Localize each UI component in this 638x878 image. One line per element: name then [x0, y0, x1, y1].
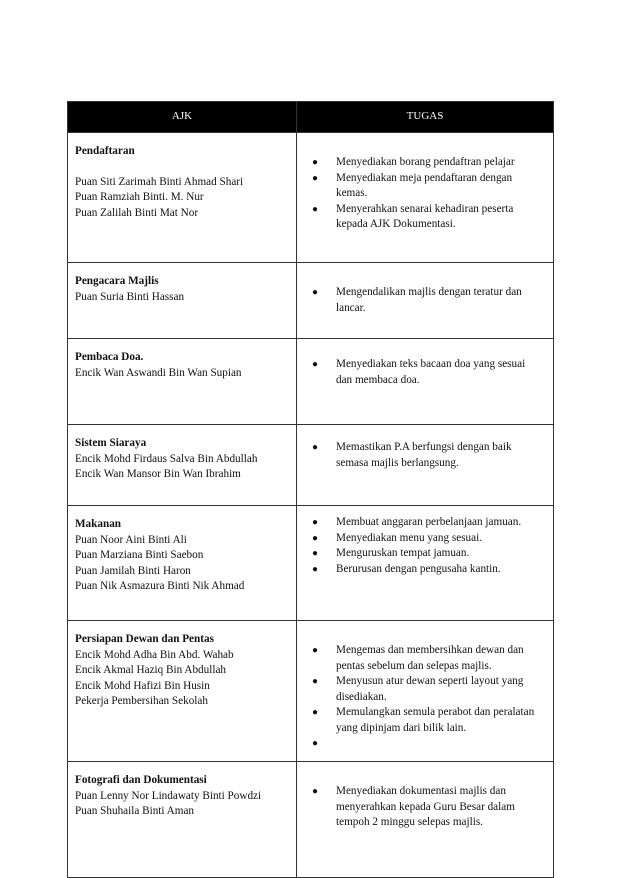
- tugas-cell: [297, 506, 554, 621]
- table-row: [68, 506, 554, 621]
- table-row: [68, 425, 554, 506]
- task-item: [303, 736, 543, 752]
- task-list: [303, 440, 543, 471]
- task-list: [303, 285, 543, 316]
- task-item: ● Memulangkan semula perabot dan peralatan yang dipinjam dari bilik lain.: [312, 706, 535, 734]
- bullet-icon: ●: [312, 359, 319, 370]
- ajk-cell: [68, 263, 297, 339]
- table-row: [68, 263, 554, 339]
- member-name: Puan Nik Asmazura Binti Nik Ahmad: [75, 580, 245, 592]
- task-item: ● Memastikan P.A berfungsi dengan baik semasa majlis berlangsung.: [312, 441, 512, 469]
- role-title: Makanan: [75, 518, 122, 530]
- table-row: [68, 621, 554, 762]
- task-item: ● Mengemas dan membersihkan dewan dan pentas sebelum dan selepas majlis.: [312, 644, 524, 672]
- task-list: [303, 155, 543, 233]
- bullet-icon: ●: [312, 172, 319, 184]
- ajk-cell: [68, 506, 297, 621]
- ajk-cell: [68, 339, 297, 425]
- bullet-icon: ●: [312, 287, 319, 298]
- member-name: Puan Ramziah Binti. M. Nur: [75, 191, 204, 203]
- tugas-cell: [297, 621, 554, 762]
- role-title: Pembaca Doa.: [75, 351, 144, 363]
- member-name: Puan Noor Aini Binti Ali: [75, 533, 187, 546]
- bullet-icon: ●: [312, 517, 319, 528]
- member-name: Puan Jamilah Binti Haron: [75, 564, 191, 577]
- task-item: ● Mengendalikan majlis dengan teratur dan lancar.: [312, 286, 522, 314]
- bullet-icon: ●: [312, 563, 319, 575]
- tugas-cell: [297, 762, 554, 878]
- member-name: Puan Lenny Nor Lindawaty Binti Powdzi: [75, 789, 262, 802]
- member-name: Puan Zalilah Binti Mat Nor: [75, 206, 199, 219]
- ajk-cell: [68, 425, 297, 506]
- member-name: Puan Suria Binti Hassan: [75, 290, 185, 303]
- task-item: ● Menguruskan tempat jamuan.: [303, 546, 543, 562]
- tugas-cell: [297, 339, 554, 425]
- task-list: [303, 643, 543, 752]
- role-title: Sistem Siaraya: [75, 437, 147, 449]
- member-name: Puan Siti Zarimah Binti Ahmad Shari: [75, 175, 244, 188]
- table-row: [68, 133, 554, 263]
- header-tugas: TUGAS: [297, 102, 554, 133]
- member-name: Pekerja Pembersihan Sekolah: [75, 695, 208, 707]
- bullet-icon: ●: [312, 676, 319, 687]
- tugas-cell: [297, 425, 554, 506]
- task-item: ● Menyediakan borang pendaftran pelajar: [303, 155, 543, 171]
- tugas-cell: [297, 263, 554, 339]
- member-name: Encik Wan Mansor Bin Wan Ibrahim: [75, 468, 241, 480]
- role-title: Pendaftaran: [75, 145, 135, 157]
- task-item: ● Menyusun atur dewan seperti layout yang disediakan.: [312, 675, 524, 703]
- ajk-cell: [68, 133, 297, 263]
- bullet-icon: ●: [312, 786, 319, 797]
- bullet-icon: ●: [312, 157, 319, 168]
- member-name: Encik Mohd Adha Bin Abd. Wahab: [75, 648, 234, 661]
- role-title: Pengacara Majlis: [75, 275, 159, 287]
- role-title: Fotografi dan Dokumentasi: [75, 774, 207, 786]
- committee-table: [67, 101, 554, 878]
- table-row: [68, 339, 554, 425]
- member-name: Puan Shuhaila Binti Aman: [75, 805, 195, 817]
- task-item: ● Menyediakan meja pendaftaran dengan kemas.: [312, 171, 513, 199]
- task-item: ● Menyediakan teks bacaan doa yang sesuai dan membaca doa.: [312, 358, 526, 386]
- bullet-icon: ●: [312, 532, 319, 544]
- task-item: ● Menyerahkan senarai kehadiran peserta kepada AJK Dokumentasi.: [312, 202, 514, 230]
- bullet-icon: ●: [312, 645, 319, 656]
- table-row: [68, 762, 554, 878]
- task-item: ● Membuat anggaran perbelanjaan jamuan.: [303, 515, 543, 531]
- task-list: [303, 515, 543, 577]
- bullet-icon: ●: [312, 548, 319, 559]
- task-item: ● Menyediakan menu yang sesuai.: [303, 531, 543, 547]
- task-list: [303, 357, 543, 388]
- ajk-cell: [68, 762, 297, 878]
- bullet-icon: ●: [312, 707, 319, 718]
- task-list: [303, 784, 543, 831]
- bullet-icon: ●: [312, 442, 319, 453]
- bullet-icon: ●: [312, 738, 319, 749]
- task-item: ● Berurusan dengan pengusaha kantin.: [303, 562, 543, 578]
- tugas-cell: [297, 133, 554, 263]
- member-name: Puan Marziana Binti Saebon: [75, 549, 204, 561]
- bullet-icon: ●: [312, 203, 319, 215]
- member-name: Encik Akmal Haziq Bin Abdullah: [75, 664, 227, 676]
- task-item: ● Menyediakan dokumentasi majlis dan menyerahkan kepada Guru Besar dalam tempoh 2 minggu selepas majlis.: [312, 785, 515, 828]
- member-name: Encik Wan Aswandi Bin Wan Supian: [75, 366, 242, 379]
- table-header-row: [68, 102, 554, 133]
- header-ajk: AJK: [68, 102, 297, 133]
- role-title: Persiapan Dewan dan Pentas: [75, 633, 214, 645]
- member-name: Encik Mohd Hafizi Bin Husin: [75, 679, 210, 692]
- member-name: Encik Mohd Firdaus Salva Bin Abdullah: [75, 452, 258, 465]
- ajk-cell: [68, 621, 297, 762]
